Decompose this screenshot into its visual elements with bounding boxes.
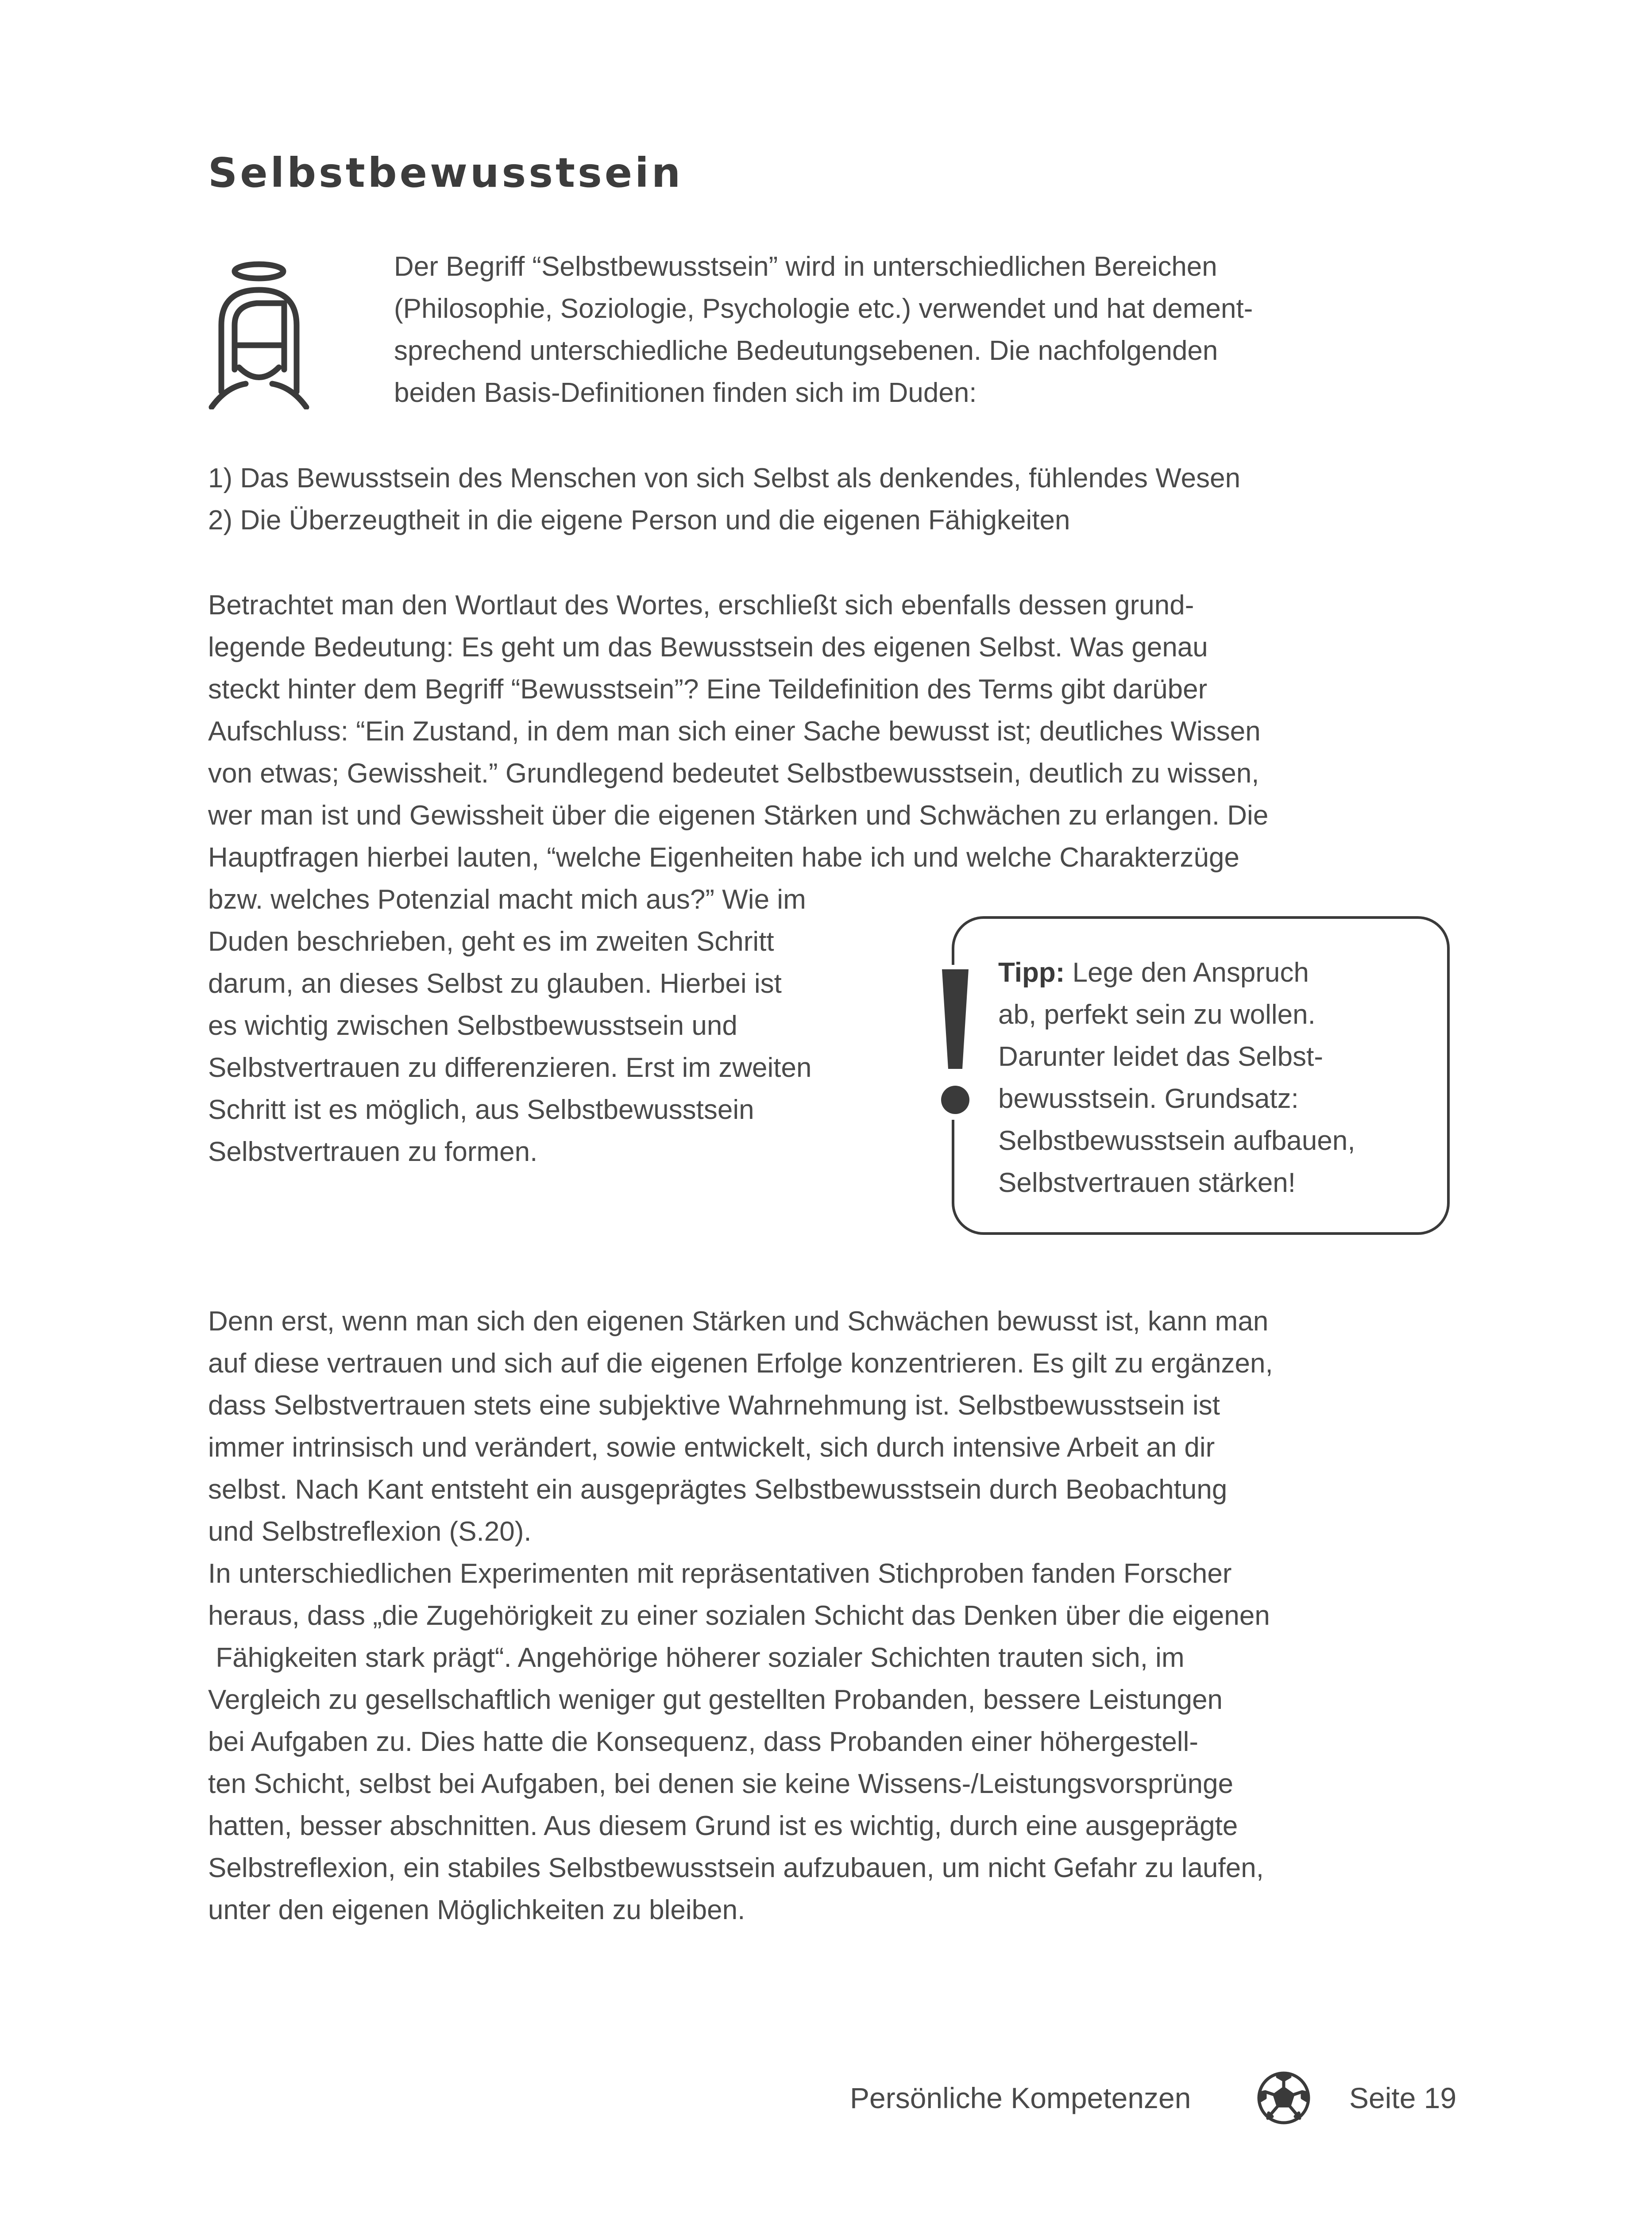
- paragraph-line: ten Schicht, selbst bei Aufgaben, bei denen sie keine Wissens-/Leistungsvorsprünge: [208, 1769, 1234, 1799]
- paragraph-line: selbst. Nach Kant entsteht ein ausgeprägtes Selbstbewusstsein durch Beobachtung: [208, 1474, 1227, 1505]
- paragraph-line: Aufschluss: “Ein Zustand, in dem man sich einer Sache bewusst ist; deutliches Wissen: [208, 716, 1261, 747]
- definitions-list: [208, 457, 1240, 541]
- definition-item: 1) Das Bewusstsein des Menschen von sich Selbst als denkendes, fühlendes Wesen: [208, 463, 1241, 493]
- soccer-ball-icon: [1256, 2070, 1311, 2125]
- paragraph-line: Schritt ist es möglich, aus Selbstbewusstsein: [208, 1095, 754, 1125]
- paragraph-line: dass Selbstvertrauen stets eine subjektive Wahrnehmung ist. Selbstbewusstsein ist: [208, 1390, 1220, 1421]
- tip-line: bewusstsein. Grundsatz:: [998, 1083, 1299, 1114]
- exclamation-icon: [938, 965, 973, 1120]
- body-paragraph-narrow: [208, 879, 812, 1173]
- paragraph-line: Selbstvertrauen zu differenzieren. Erst im zweiten: [208, 1053, 812, 1083]
- paragraph-line: Hauptfragen hierbei lauten, “welche Eigenheiten habe ich und welche Charakterzüge: [208, 842, 1239, 873]
- angel-icon: [208, 259, 310, 409]
- paragraph-line: immer intrinsisch und verändert, sowie entwickelt, sich durch intensive Arbeit an dir: [208, 1432, 1215, 1463]
- body-paragraph: [208, 584, 1268, 879]
- paragraph-line: auf diese vertrauen und sich auf die eigenen Erfolge konzentrieren. Es gilt zu ergänzen,: [208, 1348, 1273, 1379]
- paragraph-line: bzw. welches Potenzial macht mich aus?” Wie im: [208, 884, 806, 915]
- paragraph-line: Selbstvertrauen zu formen.: [208, 1137, 538, 1167]
- intro-line: (Philosophie, Soziologie, Psychologie etc.) verwendet und hat dement-: [394, 293, 1253, 324]
- paragraph-line: darum, an dieses Selbst zu glauben. Hierbei ist: [208, 968, 782, 999]
- paragraph-line: heraus, dass „die Zugehörigkeit zu einer sozialen Schicht das Denken über die eigenen: [208, 1600, 1270, 1631]
- paragraph-line: hatten, besser abschnitten. Aus diesem Grund ist es wichtig, durch eine ausgeprägte: [208, 1811, 1238, 1841]
- paragraph-line: steckt hinter dem Begriff “Bewusstsein”? Eine Teildefinition des Terms gibt darüber: [208, 674, 1208, 705]
- paragraph-line: legende Bedeutung: Es geht um das Bewusstsein des eigenen Selbst. Was genau: [208, 632, 1208, 663]
- intro-text: [394, 246, 1253, 414]
- tip-line-start: Lege den Anspruch: [1065, 957, 1309, 988]
- paragraph-line: Vergleich zu gesellschaftlich weniger gut gestellten Probanden, bessere Leistungen: [208, 1685, 1223, 1715]
- paragraph-line: von etwas; Gewissheit.” Grundlegend bedeutet Selbstbewusstsein, deutlich zu wissen,: [208, 758, 1259, 789]
- tip-line: Darunter leidet das Selbst-: [998, 1041, 1324, 1072]
- definition-item: 2) Die Überzeugtheit in die eigene Person und die eigenen Fähigkeiten: [208, 505, 1070, 536]
- tip-line: Selbstvertrauen stärken!: [998, 1168, 1296, 1198]
- tip-line: ab, perfekt sein zu wollen.: [998, 999, 1316, 1030]
- paragraph-line: bei Aufgaben zu. Dies hatte die Konsequenz, dass Probanden einer höhergestell-: [208, 1727, 1198, 1757]
- page-title: Selbstbewusstsein: [208, 149, 683, 197]
- paragraph-line: Fähigkeiten stark prägt“. Angehörige höherer sozialer Schichten trauten sich, im: [208, 1642, 1185, 1673]
- tip-line: [998, 952, 1355, 994]
- paragraph-line: Duden beschrieben, geht es im zweiten Schritt: [208, 926, 774, 957]
- tip-line: Selbstbewusstsein aufbauen,: [998, 1126, 1355, 1156]
- paragraph-line: es wichtig zwischen Selbstbewusstsein und: [208, 1010, 737, 1041]
- tip-text: [998, 952, 1355, 1204]
- paragraph-line: Betrachtet man den Wortlaut des Wortes, erschließt sich ebenfalls dessen grund-: [208, 590, 1194, 621]
- body-paragraph: [208, 1300, 1273, 1931]
- paragraph-line: In unterschiedlichen Experimenten mit repräsentativen Stichproben fanden Forscher: [208, 1558, 1232, 1589]
- intro-line: beiden Basis-Definitionen finden sich im Duden:: [394, 378, 977, 408]
- footer-section-title: Persönliche Kompetenzen: [850, 2082, 1191, 2114]
- paragraph-line: Denn erst, wenn man sich den eigenen Stärken und Schwächen bewusst ist, kann man: [208, 1306, 1269, 1337]
- paragraph-line: wer man ist und Gewissheit über die eigenen Stärken und Schwächen zu erlangen. Die: [208, 800, 1269, 831]
- page-number: Seite 19: [1349, 2082, 1457, 2114]
- tip-label: Tipp:: [998, 957, 1065, 988]
- paragraph-line: Selbstreflexion, ein stabiles Selbstbewusstsein aufzubauen, um nicht Gefahr zu laufen,: [208, 1853, 1264, 1883]
- intro-line: sprechend unterschiedliche Bedeutungsebenen. Die nachfolgenden: [394, 335, 1218, 366]
- intro-line: Der Begriff “Selbstbewusstsein” wird in unterschiedlichen Bereichen: [394, 251, 1217, 282]
- paragraph-line: unter den eigenen Möglichkeiten zu bleiben.: [208, 1895, 745, 1925]
- paragraph-line: und Selbstreflexion (S.20).: [208, 1516, 532, 1547]
